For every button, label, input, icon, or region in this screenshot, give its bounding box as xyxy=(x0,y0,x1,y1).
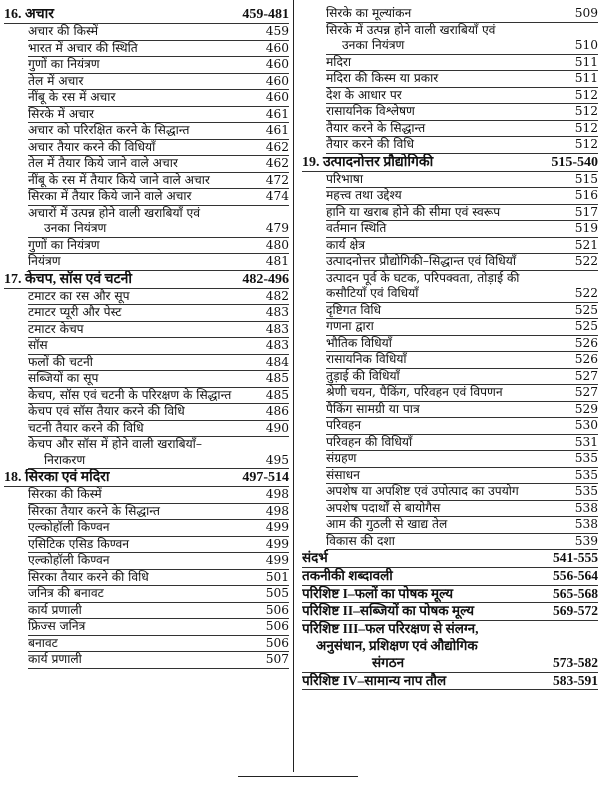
toc-entry xyxy=(326,402,598,419)
entry-page: 483 xyxy=(265,338,289,352)
toc-entry xyxy=(28,537,289,554)
toc-entry xyxy=(28,24,289,41)
entry-title: संसाधन xyxy=(326,467,360,482)
entry-title: सिरका में तैयार किये जाने वाले अचार xyxy=(28,189,192,203)
back-matter-page-range: 583-591 xyxy=(553,672,598,688)
entry-title: परिभाषा xyxy=(326,171,363,186)
entry-title: नींबू के रस में तैयार किये जाने वाले अचार xyxy=(28,172,210,187)
entry-title: सॉस xyxy=(28,338,48,352)
toc-entry xyxy=(326,501,598,518)
entry-title: गणना द्वारा xyxy=(326,319,374,333)
toc-entry xyxy=(28,289,289,306)
entry-page: 485 xyxy=(265,371,289,385)
toc-entry xyxy=(326,172,598,189)
toc-entry xyxy=(326,435,598,452)
toc-entry xyxy=(28,338,289,355)
back-matter-title: तकनीकी शब्दावली xyxy=(302,567,393,583)
chapter-title: 17. केचप, सॉस एवं चटनी xyxy=(4,271,133,287)
back-matter-page-range: 565-568 xyxy=(553,585,598,601)
entry-page: 527 xyxy=(574,368,598,383)
entry-page: 462 xyxy=(265,139,289,154)
toc-entry xyxy=(326,88,598,105)
entry-page: 510 xyxy=(574,38,598,52)
toc-entry xyxy=(326,451,598,468)
entry-title: हानि या खराब होने की सीमा एवं स्वरूप xyxy=(326,204,501,219)
entry-title-continued: उनका नियंत्रण xyxy=(342,38,405,52)
toc-entry xyxy=(326,238,598,255)
entry-title: टमाटर केचप xyxy=(28,321,84,336)
entry-title: अचारों में उत्पन्न होने वाली खराबियाँ एवं xyxy=(28,205,201,220)
back-matter-page-range: 573-582 xyxy=(553,654,598,670)
footer-rule xyxy=(238,776,358,777)
entry-title: पैकिंग सामग्री या पात्र xyxy=(326,401,420,416)
toc-entry xyxy=(28,553,289,570)
entry-page: 480 xyxy=(265,237,289,252)
entry-page: 515 xyxy=(574,171,598,186)
toc-chapter-heading xyxy=(302,154,598,172)
entry-page: 474 xyxy=(265,189,289,203)
toc-entry xyxy=(326,254,598,271)
toc-entry xyxy=(28,41,289,58)
entry-title: सिरके में अचार xyxy=(28,106,94,121)
entry-page: 481 xyxy=(265,254,289,268)
entry-page: 527 xyxy=(574,385,598,399)
toc-entry xyxy=(28,636,289,653)
toc-entry xyxy=(28,206,289,222)
entry-page: 511 xyxy=(574,71,598,85)
entry-page: 485 xyxy=(265,387,289,402)
entry-page: 517 xyxy=(574,204,598,219)
toc-entry xyxy=(28,504,289,521)
toc-entry xyxy=(28,238,289,255)
entry-title: कार्य प्रणाली xyxy=(28,652,82,666)
entry-title: गुणों का नियंत्रण xyxy=(28,237,100,252)
entry-page: 505 xyxy=(265,586,289,600)
toc-entry xyxy=(28,603,289,620)
entry-page: 461 xyxy=(265,123,289,137)
entry-page: 495 xyxy=(265,452,289,467)
entry-title: एसिटिक एसिड किण्वन xyxy=(28,536,130,551)
entry-page: 506 xyxy=(265,602,289,617)
entry-title: देश के आधार पर xyxy=(326,87,402,102)
back-matter-title-continued: संगठन xyxy=(372,654,405,670)
entry-title: भारत में अचार की स्थिति xyxy=(28,40,138,55)
toc-entry xyxy=(326,71,598,88)
back-matter-page-range: 556-564 xyxy=(553,567,598,583)
toc-entry xyxy=(28,254,289,271)
toc-entry xyxy=(28,371,289,388)
entry-page: 483 xyxy=(265,305,289,319)
toc-entry xyxy=(326,271,598,287)
back-matter-page-range: 541-555 xyxy=(553,550,598,565)
toc-entry-continuation xyxy=(28,453,289,470)
entry-page: 460 xyxy=(265,73,289,88)
entry-title: नियंत्रण xyxy=(28,254,61,268)
toc-entry xyxy=(28,173,289,190)
back-matter-title-continued: अनुसंधान, प्रशिक्षण एवं औद्योगिक xyxy=(316,637,478,653)
toc-back-matter xyxy=(302,568,598,586)
entry-title: केचप, सॉस एवं चटनी के परिरक्षण के सिद्धान्त xyxy=(28,387,232,402)
entry-title: फलों की चटनी xyxy=(28,354,93,369)
entry-page: 490 xyxy=(265,420,289,435)
entry-page: 460 xyxy=(265,90,289,104)
entry-page: 499 xyxy=(265,553,289,567)
toc-back-matter-continuation xyxy=(302,638,598,655)
entry-page: 462 xyxy=(265,156,289,170)
entry-title: केचप और सॉस में होने वाली खराबियाँ– xyxy=(28,437,202,451)
entry-title: श्रेणी चयन, पैकिंग, परिवहन एवं विपणन xyxy=(326,385,503,399)
entry-page: 506 xyxy=(265,619,289,633)
entry-title: सिरके में उत्पन्न होने वाली खराबियाँ एवं xyxy=(326,22,496,37)
toc-entry-continuation xyxy=(326,286,598,303)
toc-entry xyxy=(326,369,598,386)
entry-title: तैयार करने के सिद्धान्त xyxy=(326,120,426,135)
entry-page: 501 xyxy=(265,569,289,584)
entry-title: अचार की किस्में xyxy=(28,24,99,38)
entry-title: तेल में तैयार किये जाने वाले अचार xyxy=(28,156,178,170)
entry-title: जनित्र की बनावट xyxy=(28,586,104,600)
entry-title: सिरका की किस्में xyxy=(28,487,102,501)
entry-page: 506 xyxy=(265,635,289,650)
entry-title-continued: उनका नियंत्रण xyxy=(44,221,107,235)
entry-title: सिरका तैयार करने के सिद्धान्त xyxy=(28,503,161,518)
entry-page: 498 xyxy=(265,503,289,518)
toc-entry xyxy=(28,586,289,603)
toc-back-matter xyxy=(302,550,598,568)
chapter-title: 18. सिरका एवं मदिरा xyxy=(4,470,110,485)
entry-page: 507 xyxy=(265,652,289,666)
toc-entry xyxy=(28,652,289,669)
entry-title: टमाटर प्यूरी और पेस्ट xyxy=(28,305,122,319)
entry-title: एल्कोहॉली किण्वन xyxy=(28,520,110,534)
chapter-page-range: 459-481 xyxy=(242,7,289,22)
entry-page: 482 xyxy=(265,288,289,303)
chapter-page-range: 497-514 xyxy=(242,470,289,485)
entry-title: चटनी तैयार करने की विधि xyxy=(28,420,144,435)
entry-title: बनावट xyxy=(28,635,58,650)
entry-page: 499 xyxy=(265,536,289,551)
entry-page: 522 xyxy=(574,286,598,300)
toc-entry xyxy=(326,385,598,402)
entry-title: अपशेष या अपशिष्ट एवं उपोत्पाद का उपयोग xyxy=(326,484,519,498)
entry-title: उत्पादन पूर्व के घटक, परिपक्वता, तोड़ाई की xyxy=(326,270,520,285)
toc-entry xyxy=(326,468,598,485)
back-matter-title: परिशिष्ट I–फलों का पोषक मूल्य xyxy=(302,585,454,601)
toc-entry xyxy=(326,221,598,238)
entry-page: 459 xyxy=(265,24,289,38)
toc-entry xyxy=(326,336,598,353)
entry-title: टमाटर का रस और सूप xyxy=(28,288,130,303)
entry-title: तुड़ाई की विधियाँ xyxy=(326,368,400,383)
entry-title: कार्य क्षेत्र xyxy=(326,237,365,252)
entry-page: 486 xyxy=(265,404,289,418)
toc-entry xyxy=(28,388,289,405)
back-matter-title: परिशिष्ट III–फल परिरक्षण से संलग्न, xyxy=(302,621,479,637)
entry-title: अचार को परिरक्षित करने के सिद्धान्त xyxy=(28,123,190,137)
toc-entry xyxy=(326,205,598,222)
chapter-page-range: 482-496 xyxy=(242,271,289,287)
toc-back-matter xyxy=(302,586,598,604)
toc-chapter-heading xyxy=(4,469,289,487)
toc-entry xyxy=(326,104,598,121)
toc-entry xyxy=(28,619,289,636)
toc-entry xyxy=(326,517,598,534)
toc-entry xyxy=(326,534,598,551)
toc-back-matter xyxy=(302,603,598,621)
toc-entry xyxy=(326,352,598,369)
entry-title: एल्कोहॉली किण्वन xyxy=(28,553,110,567)
entry-page: 512 xyxy=(574,87,598,102)
entry-page: 472 xyxy=(265,172,289,187)
toc-entry xyxy=(28,74,289,91)
toc-entry xyxy=(28,305,289,322)
toc-entry xyxy=(28,107,289,124)
entry-page: 526 xyxy=(574,352,598,366)
entry-page: 521 xyxy=(574,237,598,252)
toc-right-column xyxy=(302,6,598,690)
toc-entry xyxy=(28,322,289,339)
entry-page: 522 xyxy=(574,254,598,268)
entry-title: मदिरा की किस्म या प्रकार xyxy=(326,71,439,85)
toc-entry xyxy=(326,121,598,138)
toc-entry xyxy=(326,484,598,501)
entry-title: महत्त्व तथा उद्देश्य xyxy=(326,188,402,202)
entry-title: सिरका तैयार करने की विधि xyxy=(28,569,149,584)
entry-title: रासायनिक विश्लेषण xyxy=(326,104,415,118)
entry-page: 460 xyxy=(265,40,289,55)
entry-title: अपशेष पदार्थों से बायोगैस xyxy=(326,500,441,515)
entry-page: 526 xyxy=(574,335,598,350)
toc-entry xyxy=(28,421,289,438)
toc-entry xyxy=(28,520,289,537)
entry-title: सिरके का मूल्यांकन xyxy=(326,6,412,20)
toc-entry xyxy=(28,156,289,173)
toc-left-column xyxy=(4,6,289,669)
entry-title: संग्रहण xyxy=(326,451,357,465)
toc-entry-continuation xyxy=(28,221,289,238)
toc-entry xyxy=(28,57,289,74)
toc-entry xyxy=(326,55,598,72)
entry-page: 535 xyxy=(574,467,598,482)
entry-title: अचार तैयार करने की विधियाँ xyxy=(28,139,156,154)
toc-entry xyxy=(28,90,289,107)
toc-entry xyxy=(326,137,598,154)
entry-title: तैयार करने की विधि xyxy=(326,137,414,151)
toc-entry xyxy=(28,487,289,504)
toc-entry xyxy=(326,188,598,205)
back-matter-title: परिशिष्ट II–सब्जियों का पोषक मूल्य xyxy=(302,603,475,619)
entry-title: मदिरा xyxy=(326,54,352,69)
toc-entry xyxy=(28,123,289,140)
entry-title: दृष्टिगत विधि xyxy=(326,302,382,317)
toc-entry xyxy=(28,355,289,372)
entry-page: 499 xyxy=(265,520,289,534)
entry-page: 535 xyxy=(574,484,598,498)
entry-title: परिवहन की विधियाँ xyxy=(326,434,413,449)
entry-title: सब्जियों का सूप xyxy=(28,371,99,385)
entry-page: 479 xyxy=(265,221,289,235)
back-matter-title: परिशिष्ट IV–सामान्य नाप तौल xyxy=(302,672,447,688)
toc-back-matter xyxy=(302,621,598,638)
chapter-title: 19. उत्पादनोत्तर प्रौद्योगिकी xyxy=(302,154,434,170)
entry-page: 512 xyxy=(574,137,598,151)
entry-title: रासायनिक विधियाँ xyxy=(326,352,407,366)
toc-entry xyxy=(326,303,598,320)
back-matter-title: संदर्भ xyxy=(302,550,328,565)
toc-chapter-heading xyxy=(4,271,289,289)
toc-entry xyxy=(326,23,598,39)
toc-back-matter xyxy=(302,673,598,691)
toc-back-matter-continuation xyxy=(302,655,598,673)
entry-page: 530 xyxy=(574,418,598,432)
toc-entry xyxy=(28,570,289,587)
entry-title: तेल में अचार xyxy=(28,73,84,88)
entry-title: परिवहन xyxy=(326,418,362,432)
entry-page: 511 xyxy=(574,54,598,69)
entry-page: 512 xyxy=(574,120,598,135)
entry-page: 516 xyxy=(574,188,598,202)
entry-title-continued: निराकरण xyxy=(44,452,86,467)
entry-page: 483 xyxy=(265,321,289,336)
entry-title: गुणों का नियंत्रण xyxy=(28,57,100,71)
column-divider xyxy=(293,0,294,772)
entry-title: आम की गुठली से खाद्य तेल xyxy=(326,517,448,531)
entry-page: 498 xyxy=(265,487,289,501)
toc-entry xyxy=(28,437,289,453)
entry-title-continued: कसौटियाँ एवं विधियाँ xyxy=(326,286,419,300)
chapter-title: 16. अचार xyxy=(4,7,54,22)
entry-page: 461 xyxy=(265,106,289,121)
entry-title: नींबू के रस में अचार xyxy=(28,90,116,104)
toc-chapter-heading xyxy=(4,6,289,24)
toc-entry xyxy=(326,418,598,435)
toc-entry-continuation xyxy=(326,38,598,55)
entry-page: 519 xyxy=(574,221,598,235)
toc-entry xyxy=(28,404,289,421)
chapter-page-range: 515-540 xyxy=(551,154,598,170)
entry-page: 484 xyxy=(265,354,289,369)
entry-page: 529 xyxy=(574,401,598,416)
entry-page: 525 xyxy=(574,319,598,333)
entry-page: 539 xyxy=(574,533,598,548)
entry-page: 538 xyxy=(574,517,598,531)
entry-title: फ्रिज्स जनित्र xyxy=(28,619,86,633)
entry-page: 512 xyxy=(574,104,598,118)
entry-title: वर्तमान स्थिति xyxy=(326,221,387,235)
entry-title: केचप एवं सॉस तैयार करने की विधि xyxy=(28,404,185,418)
toc-entry xyxy=(28,140,289,157)
entry-page: 525 xyxy=(574,302,598,317)
entry-page: 460 xyxy=(265,57,289,71)
toc-entry xyxy=(326,319,598,336)
entry-page: 538 xyxy=(574,500,598,515)
entry-page: 531 xyxy=(574,434,598,449)
entry-page: 509 xyxy=(574,6,598,20)
toc-entry xyxy=(326,6,598,23)
entry-page: 535 xyxy=(574,451,598,465)
entry-title: विकास की दशा xyxy=(326,533,395,548)
entry-title: भौतिक विधियाँ xyxy=(326,335,392,350)
entry-title: कार्य प्रणाली xyxy=(28,602,82,617)
back-matter-page-range: 569-572 xyxy=(553,603,598,619)
toc-entry xyxy=(28,189,289,206)
entry-title: उत्पादनोत्तर प्रौद्योगिकी–सिद्धान्त एवं विधियाँ xyxy=(326,254,516,268)
